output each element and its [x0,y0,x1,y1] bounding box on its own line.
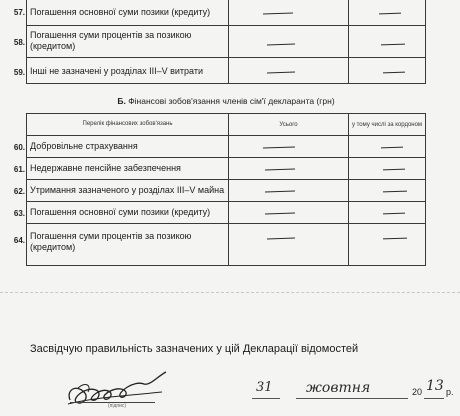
table-row [13,158,425,180]
abroad-cell [349,180,425,201]
year-abbreviation: р. [446,387,454,397]
row-label: Погашення суми процентів за позикою (кредитом) [27,26,229,57]
abroad-cell [349,136,425,157]
header-abroad: у тому числі за кордоном [351,121,423,128]
table-row [13,136,425,158]
expenses-table [13,0,426,84]
empty-mark [265,168,295,170]
empty-mark [263,146,295,148]
date-month: жовтня [306,380,371,396]
abroad-cell [349,26,425,57]
row-number: 59. [13,68,25,77]
empty-mark [383,238,407,240]
empty-mark [265,190,295,192]
abroad-cell [349,158,425,179]
abroad-cell [349,202,425,223]
row-number: 58. [13,38,25,47]
header-total: Усього [229,114,349,135]
certification-text: Засвідчую правильність зазначених у цій Декларації відомостей [30,343,359,355]
signature-caption: (підпис) [108,403,127,409]
section-letter: Б. [117,96,126,106]
empty-mark [381,44,405,46]
date-day-line [252,398,280,399]
total-cell [229,158,349,179]
abroad-cell [349,0,425,25]
family-obligations-table [13,113,426,266]
row-label: Погашення основної суми позики (кредиту) [27,0,229,25]
empty-mark [267,72,295,74]
date-year-line [424,398,444,399]
total-cell [229,26,349,57]
row-label: Інші не зазначені у розділах III–V витрати [27,58,229,84]
empty-mark [267,238,295,240]
row-number: 64. [13,236,25,245]
table-row [13,180,425,202]
empty-mark [383,72,405,74]
total-cell [229,58,349,84]
page-divider [0,292,460,293]
total-cell [229,202,349,223]
row-label: Добровільне страхування [27,136,229,157]
row-number: 63. [13,209,25,218]
row-number: 57. [13,8,25,17]
empty-mark [383,169,405,171]
empty-mark [383,213,405,215]
row-number: 62. [13,187,25,196]
table-row [13,58,425,84]
total-cell [229,0,349,25]
empty-mark [383,191,407,193]
table-row [13,224,425,265]
abroad-cell [349,224,425,265]
table-row [13,0,425,26]
header-desc: Перелік фінансових зобов'язань [27,114,229,135]
section-b-title [26,96,426,106]
empty-mark [265,212,295,214]
empty-mark [267,44,295,46]
row-label: Погашення суми процентів за позикою (кредитом) [27,224,229,265]
date-year-prefix: 20 [412,387,423,397]
empty-mark [379,13,401,15]
row-label: Погашення основної суми позики (кредиту) [27,202,229,223]
row-label: Утримання зазначеного у розділах III–V майна [27,180,229,201]
date-month-line [296,398,408,399]
row-number: 60. [13,143,25,152]
empty-mark [263,12,293,14]
total-cell [229,180,349,201]
empty-mark [381,147,403,149]
table-header-row [27,114,425,136]
table-row [13,26,425,58]
date-day: 31 [256,380,273,395]
total-cell [229,224,349,265]
total-cell [229,136,349,157]
date-year-suffix: 13 [426,378,444,394]
row-number: 61. [13,165,25,174]
abroad-cell [349,58,425,84]
table-row [13,202,425,224]
row-label: Недержавне пенсійне забезпечення [27,158,229,179]
section-title-text: Фінансові зобов'язання членів сім'ї декларанта (грн) [128,96,335,106]
